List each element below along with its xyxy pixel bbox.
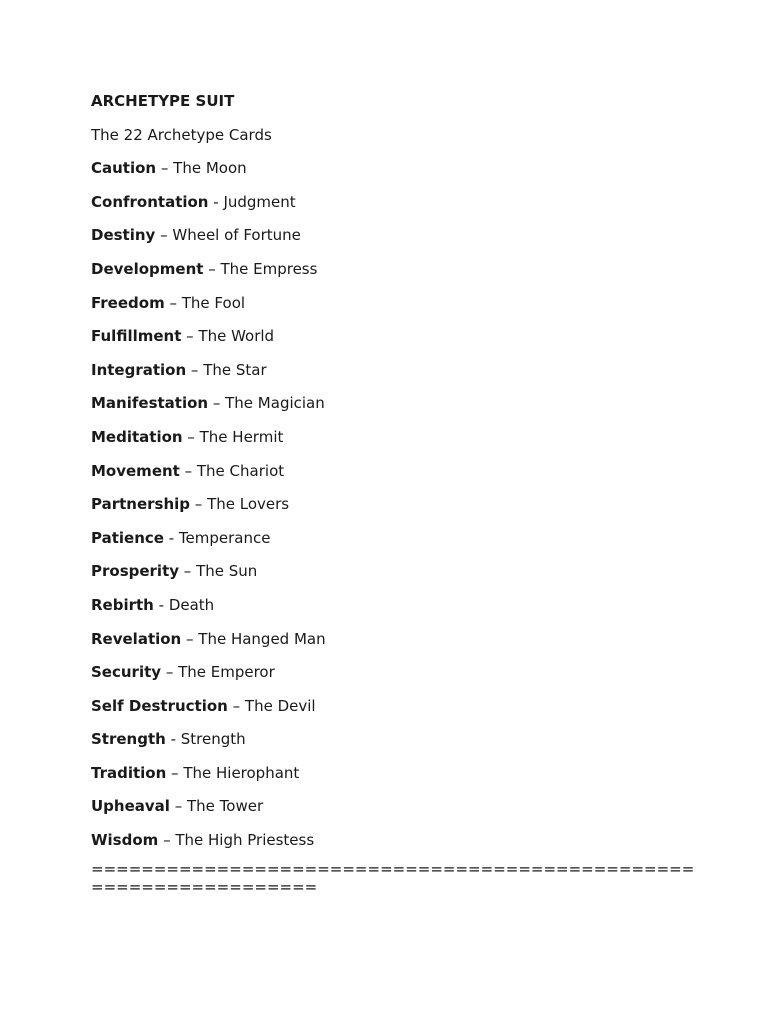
- card-name: The Hanged Man: [198, 629, 326, 648]
- card-list-item: [91, 629, 731, 663]
- card-term: Manifestation: [91, 394, 209, 413]
- card-separator: –: [179, 562, 197, 581]
- card-list-item: [91, 662, 731, 696]
- card-name: The World: [198, 327, 275, 346]
- card-name: Temperance: [178, 528, 271, 547]
- card-name: The Lovers: [207, 495, 290, 514]
- card-list-item: [91, 158, 731, 192]
- card-separator: –: [161, 663, 179, 682]
- card-separator: –: [190, 495, 208, 514]
- card-term: Security: [91, 663, 162, 682]
- card-separator: –: [164, 293, 182, 312]
- card-name: The High Priestess: [175, 831, 315, 850]
- card-list-item: [91, 561, 731, 595]
- card-term: Movement: [91, 461, 180, 480]
- card-name: Strength: [180, 730, 246, 749]
- card-term: Development: [91, 259, 204, 278]
- card-term: Freedom: [91, 293, 165, 312]
- card-list-item: [91, 326, 731, 360]
- card-list-item: [91, 729, 731, 763]
- card-list-item: [91, 192, 731, 226]
- card-separator: –: [186, 360, 204, 379]
- card-term: Revelation: [91, 629, 182, 648]
- card-separator: –: [203, 259, 221, 278]
- card-separator: –: [166, 763, 184, 782]
- card-name: Wheel of Fortune: [172, 226, 301, 245]
- card-name: The Devil: [244, 696, 316, 715]
- document-subheading: The 22 Archetype Cards: [91, 125, 272, 144]
- card-list-item: [91, 393, 731, 427]
- card-name: The Empress: [220, 259, 318, 278]
- document-heading: ARCHETYPE SUIT: [91, 92, 235, 110]
- card-separator: –: [181, 629, 199, 648]
- card-list-item: [91, 696, 731, 730]
- card-list-item: [91, 763, 731, 797]
- card-term: Tradition: [91, 763, 167, 782]
- card-name: Death: [168, 595, 215, 614]
- divider-line-1: ================================================: [91, 859, 695, 878]
- divider: [91, 860, 731, 896]
- card-term: Caution: [91, 159, 157, 178]
- card-separator: –: [208, 394, 226, 413]
- card-name: The Tower: [186, 797, 264, 816]
- card-name: The Moon: [173, 159, 247, 178]
- card-separator: -: [153, 595, 169, 614]
- card-name: The Hierophant: [183, 763, 300, 782]
- card-separator: –: [181, 327, 199, 346]
- card-list-item: [91, 830, 731, 864]
- card-name: The Emperor: [178, 663, 275, 682]
- card-separator: -: [163, 528, 179, 547]
- card-term: Integration: [91, 360, 187, 379]
- card-name: The Star: [203, 360, 267, 379]
- card-name: The Fool: [181, 293, 246, 312]
- card-term: Upheaval: [91, 797, 170, 816]
- card-list-item: [91, 528, 731, 562]
- card-list-item: [91, 595, 731, 629]
- card-separator: –: [156, 159, 174, 178]
- card-term: Prosperity: [91, 562, 180, 581]
- card-name: The Hermit: [199, 427, 284, 446]
- card-separator: –: [169, 797, 187, 816]
- card-name: The Sun: [196, 562, 258, 581]
- card-name: The Magician: [225, 394, 325, 413]
- card-term: Confrontation: [91, 192, 209, 211]
- card-name: Judgment: [223, 192, 296, 211]
- card-term: Rebirth: [91, 595, 154, 614]
- card-list-item: [91, 259, 731, 293]
- card-term: Destiny: [91, 226, 156, 245]
- card-list-item: [91, 225, 731, 259]
- card-term: Meditation: [91, 427, 183, 446]
- card-separator: –: [179, 461, 197, 480]
- card-list-item: [91, 360, 731, 394]
- card-list-item: [91, 427, 731, 461]
- card-term: Wisdom: [91, 831, 159, 850]
- divider-line-2: ==================: [91, 877, 318, 896]
- card-list-item: [91, 461, 731, 495]
- card-list-item: [91, 293, 731, 327]
- card-name: The Chariot: [196, 461, 285, 480]
- card-separator: –: [182, 427, 200, 446]
- card-separator: -: [208, 192, 224, 211]
- card-list-item: [91, 494, 731, 528]
- card-term: Strength: [91, 730, 166, 749]
- card-list: [91, 158, 731, 863]
- card-separator: –: [155, 226, 173, 245]
- card-term: Partnership: [91, 495, 191, 514]
- card-separator: -: [165, 730, 181, 749]
- card-term: Self Destruction: [91, 696, 228, 715]
- card-separator: –: [227, 696, 245, 715]
- card-term: Fulfillment: [91, 327, 182, 346]
- card-term: Patience: [91, 528, 164, 547]
- card-list-item: [91, 796, 731, 830]
- document-page: [91, 91, 731, 896]
- card-separator: –: [158, 831, 176, 850]
